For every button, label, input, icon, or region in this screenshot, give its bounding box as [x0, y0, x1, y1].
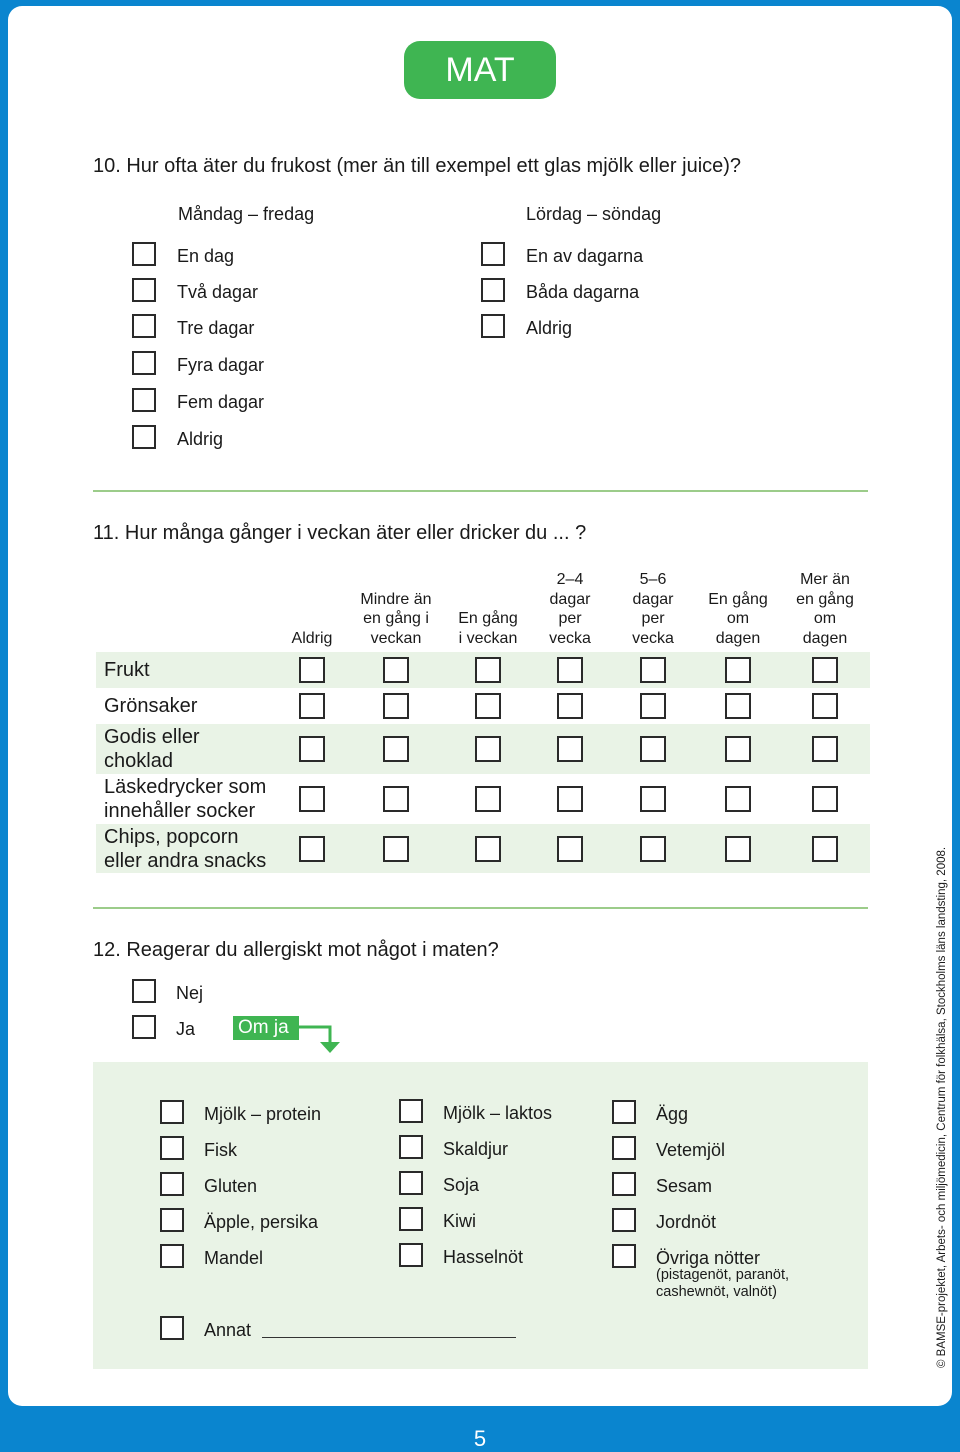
allergen-checkbox[interactable]: [612, 1172, 636, 1196]
ovriga-note-line2: cashewnöt, valnöt): [656, 1284, 777, 1300]
section-title: MAT: [404, 41, 556, 99]
allergen-checkbox[interactable]: [160, 1136, 184, 1160]
row-label: [104, 658, 150, 682]
column-header-line: om: [726, 610, 750, 627]
allergen-label: Mjölk – protein: [204, 1104, 322, 1124]
arrow-down-icon: [296, 1020, 346, 1056]
frequency-checkbox[interactable]: [725, 836, 751, 862]
allergen-label: Sesam: [656, 1176, 713, 1196]
frequency-checkbox[interactable]: [725, 786, 751, 812]
frequency-checkbox[interactable]: [557, 736, 583, 762]
row-label-line: innehåller socker: [104, 800, 256, 822]
frequency-checkbox[interactable]: [383, 693, 409, 719]
frequency-checkbox[interactable]: [299, 836, 325, 862]
row-label-line: eller andra snacks: [104, 849, 267, 872]
frequency-checkbox[interactable]: [640, 786, 666, 812]
allergy-answer-checkbox[interactable]: [132, 1015, 156, 1039]
frequency-checkbox[interactable]: [640, 836, 666, 862]
weekday-checkbox[interactable]: [132, 314, 156, 338]
column-header-line: dagen: [715, 629, 761, 647]
weekend-checkbox[interactable]: [481, 314, 505, 338]
weekend-option-label: Aldrig: [526, 318, 573, 338]
allergen-checkbox[interactable]: [160, 1172, 184, 1196]
row-label: [104, 694, 197, 718]
allergen-label: Äpple, persika: [204, 1212, 319, 1232]
frequency-checkbox[interactable]: [725, 736, 751, 762]
allergen-label: Ägg: [656, 1104, 689, 1124]
allergen-label: Mjölk – laktos: [443, 1103, 553, 1123]
column-header-line: en gång i: [363, 610, 429, 627]
column-header-line: vecka: [549, 629, 591, 647]
weekday-checkbox[interactable]: [132, 351, 156, 375]
annat-input-line[interactable]: [262, 1337, 516, 1338]
allergen-checkbox[interactable]: [399, 1243, 423, 1267]
allergen-checkbox[interactable]: [612, 1244, 636, 1268]
column-header-line: per: [558, 610, 582, 627]
weekend-option-label: Båda dagarna: [526, 282, 640, 302]
column-header-line: per: [641, 610, 665, 627]
row-label-line: Chips, popcorn: [104, 825, 239, 848]
weekday-option-label: Tre dagar: [177, 318, 255, 338]
frequency-checkbox[interactable]: [640, 693, 666, 719]
column-header: [775, 570, 875, 648]
row-label: [104, 725, 200, 773]
row-label-line: choklad: [104, 750, 173, 772]
allergen-label: Kiwi: [443, 1211, 477, 1231]
column-header-line: dagen: [802, 629, 848, 647]
annat-checkbox[interactable]: [160, 1316, 184, 1340]
allergen-label: Mandel: [204, 1248, 264, 1268]
weekday-option-label: Två dagar: [177, 282, 259, 302]
allergen-label: Soja: [443, 1175, 480, 1195]
frequency-checkbox[interactable]: [383, 786, 409, 812]
column-header: [346, 590, 446, 649]
column-header-line: En gång: [708, 590, 768, 608]
allergen-label: Jordnöt: [656, 1212, 717, 1232]
allergen-checkbox[interactable]: [399, 1207, 423, 1231]
frequency-checkbox[interactable]: [812, 736, 838, 762]
frequency-checkbox[interactable]: [812, 786, 838, 812]
weekday-option-label: Fyra dagar: [177, 355, 265, 375]
weekday-checkbox[interactable]: [132, 388, 156, 412]
frequency-checkbox[interactable]: [475, 693, 501, 719]
column-header-line: Mindre än: [360, 590, 432, 608]
frequency-checkbox[interactable]: [725, 657, 751, 683]
row-label: [104, 775, 266, 823]
allergen-checkbox[interactable]: [399, 1171, 423, 1195]
weekday-option-label: Aldrig: [177, 429, 224, 449]
column-header-line: veckan: [370, 629, 422, 647]
allergen-label: Gluten: [204, 1176, 258, 1196]
allergy-answer-label: Ja: [176, 1019, 196, 1039]
weekday-heading: Måndag – fredag: [178, 204, 315, 224]
allergen-checkbox[interactable]: [160, 1208, 184, 1232]
allergen-checkbox[interactable]: [612, 1100, 636, 1124]
frequency-checkbox[interactable]: [557, 657, 583, 683]
column-header-line: 2–4: [556, 571, 584, 588]
page-number: 5: [473, 1426, 487, 1451]
allergen-label: Vetemjöl: [656, 1140, 726, 1160]
allergen-checkbox[interactable]: [160, 1100, 184, 1124]
allergen-checkbox[interactable]: [160, 1244, 184, 1268]
row-label-line: Frukt: [104, 659, 150, 681]
ovriga-note-line1: (pistagenöt, paranöt,: [656, 1267, 790, 1283]
allergy-answer-label: Nej: [176, 983, 204, 1003]
allergen-checkbox[interactable]: [399, 1135, 423, 1159]
frequency-checkbox[interactable]: [299, 657, 325, 683]
question-10-text: 10. Hur ofta äter du frukost (mer än till exempel ett glas mjölk eller juice)?: [93, 155, 742, 177]
column-header-line: i veckan: [458, 629, 518, 647]
allergen-checkbox[interactable]: [612, 1136, 636, 1160]
weekday-checkbox[interactable]: [132, 278, 156, 302]
frequency-checkbox[interactable]: [299, 736, 325, 762]
column-header-line: Mer än: [800, 571, 850, 588]
copyright-credit: © BAMSE-projektet, Arbets- och miljömedicin, Centrum för folkhälsa, Stockholms läns landsting, 2008.: [936, 846, 948, 1368]
column-header-line: en gång: [796, 590, 854, 608]
frequency-checkbox[interactable]: [475, 736, 501, 762]
weekend-checkbox[interactable]: [481, 278, 505, 302]
column-header-line: vecka: [632, 629, 674, 647]
allergen-label: Övriga nötter: [656, 1248, 761, 1268]
allergen-label: Fisk: [204, 1140, 237, 1160]
column-header-line: En gång: [458, 610, 518, 627]
om-ja-label: Om ja: [233, 1016, 299, 1040]
frequency-checkbox[interactable]: [299, 786, 325, 812]
row-label: [104, 825, 266, 873]
allergen-checkbox[interactable]: [399, 1099, 423, 1123]
frequency-checkbox[interactable]: [557, 786, 583, 812]
frequency-checkbox[interactable]: [299, 693, 325, 719]
row-label-line: Godis eller: [104, 726, 200, 748]
frequency-checkbox[interactable]: [640, 657, 666, 683]
frequency-checkbox[interactable]: [383, 836, 409, 862]
allergy-answer-checkbox[interactable]: [132, 979, 156, 1003]
weekend-heading: Lördag – söndag: [526, 204, 662, 224]
weekday-option-label: Fem dagar: [177, 392, 265, 412]
frequency-checkbox[interactable]: [725, 693, 751, 719]
weekend-checkbox[interactable]: [481, 242, 505, 266]
frequency-checkbox[interactable]: [557, 836, 583, 862]
frequency-checkbox[interactable]: [383, 657, 409, 683]
question-11-text: 11. Hur många gånger i veckan äter eller dricker du ... ?: [93, 522, 587, 544]
frequency-checkbox[interactable]: [640, 736, 666, 762]
question-12-text: 12. Reagerar du allergiskt mot något i maten?: [93, 939, 499, 961]
frequency-checkbox[interactable]: [812, 693, 838, 719]
weekday-checkbox[interactable]: [132, 242, 156, 266]
column-header-line: Aldrig: [291, 629, 333, 647]
row-label-line: Grönsaker: [104, 695, 198, 717]
frequency-checkbox[interactable]: [475, 657, 501, 683]
allergen-label: Skaldjur: [443, 1139, 509, 1159]
weekend-option-label: En av dagarna: [526, 246, 644, 266]
frequency-checkbox[interactable]: [557, 693, 583, 719]
allergen-checkbox[interactable]: [612, 1208, 636, 1232]
frequency-checkbox[interactable]: [812, 836, 838, 862]
section-divider: [93, 907, 868, 909]
column-header-line: dagar: [632, 590, 674, 608]
frequency-checkbox[interactable]: [475, 836, 501, 862]
row-label-line: Läskedrycker som: [104, 776, 267, 798]
column-header-line: om: [813, 610, 837, 627]
weekday-option-label: En dag: [177, 246, 235, 266]
section-divider: [93, 490, 868, 492]
frequency-checkbox[interactable]: [475, 786, 501, 812]
column-header-line: dagar: [549, 590, 591, 608]
allergen-label: Hasselnöt: [443, 1247, 524, 1267]
column-header: [688, 590, 788, 649]
annat-label: Annat: [204, 1320, 252, 1340]
column-header-line: 5–6: [639, 571, 667, 588]
frequency-checkbox[interactable]: [812, 657, 838, 683]
weekday-checkbox[interactable]: [132, 425, 156, 449]
frequency-checkbox[interactable]: [383, 736, 409, 762]
